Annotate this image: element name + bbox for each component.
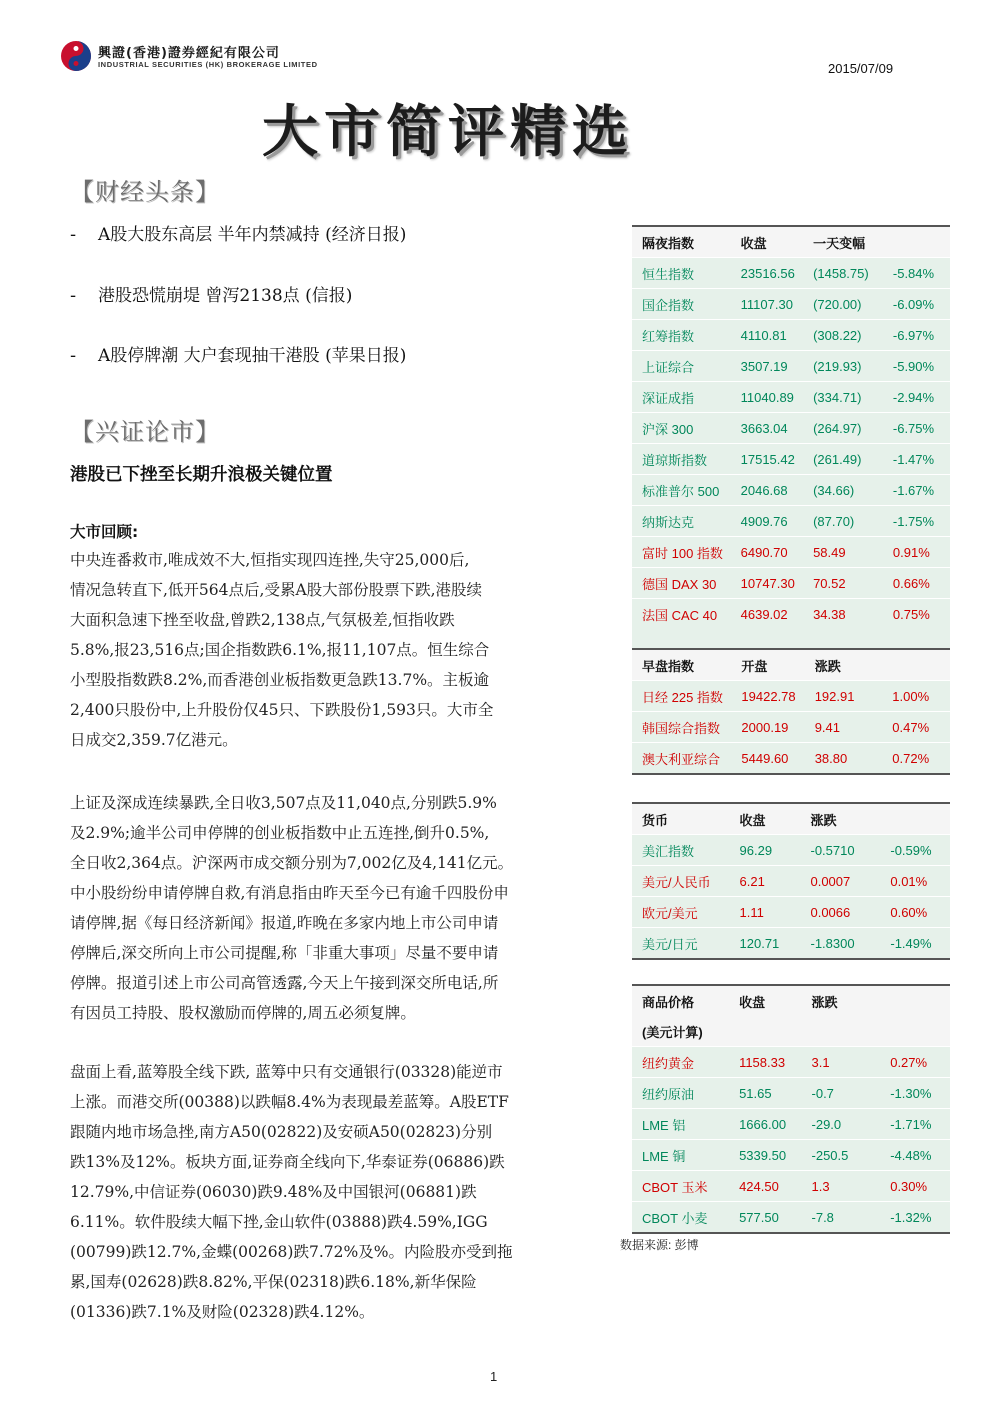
table-row (632, 351, 950, 382)
cell-pct: -6.75% (883, 413, 950, 444)
cell-close: 19422.78 (731, 681, 804, 712)
cell-pct: -6.97% (883, 320, 950, 351)
paragraph-line: 中小股纷纷申请停牌自救,有消息指由昨天至今已有逾千四股份申 (70, 884, 509, 902)
cell-name: 红筹指数 (632, 320, 731, 351)
paragraph-market-review (70, 545, 610, 755)
cell-pct: 1.00% (882, 681, 950, 712)
column-header: 隔夜指数 (632, 226, 731, 258)
cell-chg: (1458.75) (803, 258, 883, 289)
cell-pct: -1.32% (880, 1202, 950, 1234)
cell-name: 美元/人民币 (632, 866, 730, 897)
cell-name: 国企指数 (632, 289, 731, 320)
report-date: 2015/07/09 (828, 61, 894, 76)
column-header: 商品价格 (632, 985, 729, 1016)
column-header: 收盘 (729, 985, 801, 1016)
cell-close: 17515.42 (731, 444, 803, 475)
paragraph-line: 有因员工持股、股权激励而停牌的,周五必须复牌。 (70, 1004, 416, 1022)
cell-pct: 0.91% (883, 537, 950, 568)
data-source-note: 数据来源: 彭博 (620, 1238, 699, 1252)
cell-close: 3663.04 (731, 413, 803, 444)
bullet-dash: - (70, 346, 77, 366)
cell-chg: (87.70) (803, 506, 883, 537)
table-row (632, 835, 950, 866)
column-header: 货币 (632, 803, 730, 835)
cell-pct: -1.47% (883, 444, 950, 475)
cell-chg: (308.22) (803, 320, 883, 351)
cell-close: 1158.33 (729, 1047, 801, 1078)
cell-pct: 0.60% (880, 897, 950, 928)
cell-pct: -1.75% (883, 506, 950, 537)
cell-chg: -1.8300 (800, 928, 880, 960)
cell-close: 23516.56 (731, 258, 803, 289)
cell-close: 11040.89 (731, 382, 803, 413)
cell-close: 10747.30 (731, 568, 803, 599)
column-header (883, 226, 950, 258)
cell-chg: 58.49 (803, 537, 883, 568)
table-header-row (632, 649, 950, 681)
table-row (632, 1140, 950, 1171)
cell-name: LME 铜 (632, 1140, 729, 1171)
cell-name: 道琼斯指数 (632, 444, 731, 475)
headline-text: A股大股东高层 半年内禁减持 (经济日报) (98, 225, 407, 245)
cell-pct: -5.90% (883, 351, 950, 382)
column-header: 涨跌 (805, 649, 883, 681)
table-row (632, 1171, 950, 1202)
table-row (632, 1078, 950, 1109)
page-number: 1 (490, 1369, 498, 1384)
cell-name: 沪深 300 (632, 413, 731, 444)
headline-text: 港股恐慌崩堤 曾泻2138点 (信报) (98, 286, 353, 306)
cell-chg: (720.00) (803, 289, 883, 320)
bullet-dash: - (70, 225, 77, 245)
table-row (632, 413, 950, 444)
cell-chg: -0.7 (802, 1078, 881, 1109)
paragraph-line: 全日收2,364点。沪深两市成交额分别为7,002亿及4,141亿元。 (70, 854, 514, 872)
cell-name: 标准普尔 500 (632, 475, 731, 506)
table-row (632, 866, 950, 897)
company-name-cn: 興證(香港)證券經紀有限公司 (98, 46, 280, 61)
cell-pct: -1.49% (880, 928, 950, 960)
headline-item (70, 220, 406, 245)
cell-pct: 0.30% (880, 1171, 950, 1202)
section-title-commentary: 【兴证论市】 (70, 418, 220, 446)
article-title: 港股已下挫至长期升浪极关键位置 (70, 465, 333, 485)
cell-chg: 1.3 (802, 1171, 881, 1202)
table-row (632, 599, 950, 630)
paragraph-line: 跌13%及12%。板块方面,证券商全线向下,华泰证券(06886)跌 (70, 1153, 505, 1171)
paragraph-line: 跟随内地市场急挫,南方A50(02822)及安硕A50(02823)分别 (70, 1123, 493, 1141)
cell-chg: (334.71) (803, 382, 883, 413)
cell-name: 欧元/美元 (632, 897, 730, 928)
table-header-row (632, 985, 950, 1016)
section-title-news: 【财经头条】 (70, 178, 220, 206)
table-row (632, 568, 950, 599)
cell-close: 51.65 (729, 1078, 801, 1109)
column-header: 涨跌 (802, 985, 881, 1016)
cell-name: 上证综合 (632, 351, 731, 382)
paragraph-line: 情况急转直下,低开564点后,受累A股大部份股票下跌,港股续 (70, 581, 483, 599)
cell-chg: 70.52 (803, 568, 883, 599)
table-row (632, 506, 950, 537)
table-row (632, 475, 950, 506)
column-header (882, 649, 950, 681)
cell-name: 纽约原油 (632, 1078, 729, 1109)
cell-close: 5339.50 (729, 1140, 801, 1171)
cell-pct: 0.01% (880, 866, 950, 897)
cell-chg: 0.0007 (800, 866, 880, 897)
column-header: 一天变幅 (803, 226, 883, 258)
company-logo (60, 40, 92, 72)
column-header: 涨跌 (800, 803, 880, 835)
cell-name: 美汇指数 (632, 835, 730, 866)
table-row (632, 928, 950, 960)
cell-close: 4639.02 (731, 599, 803, 630)
cell-pct: -5.84% (883, 258, 950, 289)
cell-name: LME 铝 (632, 1109, 729, 1140)
paragraph-line: 小型股指数跌8.2%,而香港创业板指数更急跌13.7%。主板逾 (70, 671, 490, 689)
cell-chg: 3.1 (802, 1047, 881, 1078)
cell-close: 6.21 (730, 866, 801, 897)
table-row (632, 258, 950, 289)
paragraph-line: 上涨。而港交所(00388)以跌幅8.4%为表现最差蓝筹。A股ETF (70, 1093, 509, 1111)
table-row (632, 897, 950, 928)
paragraph-line: 停牌后,深交所向上市公司提醒,称「非重大事项」尽量不要申请 (70, 944, 499, 962)
cell-chg: 34.38 (803, 599, 883, 630)
table-header-row (632, 803, 950, 835)
cell-chg: -250.5 (802, 1140, 881, 1171)
cell-pct: -4.48% (880, 1140, 950, 1171)
overnight-index-table (632, 225, 950, 661)
cell-close: 3507.19 (731, 351, 803, 382)
table-row (632, 537, 950, 568)
paragraph-line: 2,400只股份中,上升股份仅45只、下跌股份1,593只。大市全 (70, 701, 494, 719)
cell-close: 120.71 (730, 928, 801, 960)
paragraph-line: 大面积急速下挫至收盘,曾跌2,138点,气氛极差,恒指收跌 (70, 611, 455, 629)
market-review-label: 大市回顾: (70, 523, 139, 541)
cell-chg: (219.93) (803, 351, 883, 382)
paragraph-line: 请停牌,据《每日经济新闻》报道,昨晚在多家内地上市公司申请 (70, 914, 499, 932)
column-header (880, 985, 950, 1016)
paragraph-line: 盘面上看,蓝筹股全线下跌, 蓝筹中只有交通银行(03328)能逆市 (70, 1063, 503, 1081)
paragraph-line: 12.79%,中信证券(06030)跌9.48%及中国银河(06881)跌 (70, 1183, 477, 1201)
cell-pct: -1.67% (883, 475, 950, 506)
paragraph-line: 中央连番救市,唯成效不大,恒指实现四连挫,失守25,000后, (70, 551, 470, 569)
table-row (632, 289, 950, 320)
headline-item (70, 281, 352, 306)
cell-close: 424.50 (729, 1171, 801, 1202)
table-row (632, 444, 950, 475)
cell-close: 577.50 (729, 1202, 801, 1234)
cell-pct: 0.72% (882, 743, 950, 775)
table-row (632, 1047, 950, 1078)
cell-close: 1666.00 (729, 1109, 801, 1140)
table-row (632, 1202, 950, 1234)
column-header (880, 803, 950, 835)
cell-pct: -0.59% (880, 835, 950, 866)
cell-name: 澳大利亚综合 (632, 743, 731, 775)
table-row (632, 320, 950, 351)
currency-table (632, 802, 950, 960)
commodity-table (632, 984, 950, 1234)
cell-chg: 9.41 (805, 712, 883, 743)
cell-pct: 0.75% (883, 599, 950, 630)
cell-close: 2046.68 (731, 475, 803, 506)
headline-text: A股停牌潮 大户套现抽干港股 (苹果日报) (98, 346, 407, 366)
column-header: 早盘指数 (632, 649, 731, 681)
table-row (632, 712, 950, 743)
cell-chg: 0.0066 (800, 897, 880, 928)
cell-chg: (261.49) (803, 444, 883, 475)
paragraph-line: 上证及深成连续暴跌,全日收3,507点及11,040点,分别跌5.9% (70, 794, 497, 812)
cell-name: 日经 225 指数 (632, 681, 731, 712)
table-row (632, 681, 950, 712)
paragraph-line: 日成交2,359.7亿港元。 (70, 731, 238, 749)
cell-name: 韩国综合指数 (632, 712, 731, 743)
cell-name: 深证成指 (632, 382, 731, 413)
column-header: 收盘 (730, 803, 801, 835)
cell-name: 美元/日元 (632, 928, 730, 960)
table-row (632, 1109, 950, 1140)
cell-close: 4110.81 (731, 320, 803, 351)
table-row (632, 743, 950, 775)
column-header: 收盘 (731, 226, 803, 258)
headline-item (70, 341, 406, 366)
cell-pct: 0.27% (880, 1047, 950, 1078)
cell-name: 德国 DAX 30 (632, 568, 731, 599)
cell-name: 法国 CAC 40 (632, 599, 731, 630)
cell-close: 11107.30 (731, 289, 803, 320)
morning-index-table (632, 648, 950, 775)
table-header-row (632, 226, 950, 258)
paragraph-line: (01336)跌7.1%及财险(02328)跌4.12%。 (70, 1303, 375, 1321)
cell-pct: 0.47% (882, 712, 950, 743)
table-subheader-row (632, 1016, 950, 1047)
paragraph-line: (00799)跌12.7%,金蝶(00268)跌7.72%及%。内险股亦受到拖 (70, 1243, 513, 1261)
cell-name: CBOT 小麦 (632, 1202, 729, 1234)
column-header: 开盘 (731, 649, 804, 681)
cell-pct: -2.94% (883, 382, 950, 413)
cell-pct: -1.71% (880, 1109, 950, 1140)
page-title: 大市简评精选 (262, 100, 634, 165)
paragraph-sectors (70, 1057, 610, 1327)
cell-chg: (34.66) (803, 475, 883, 506)
column-subheader: (美元计算) (632, 1016, 950, 1047)
cell-close: 1.11 (730, 897, 801, 928)
cell-name: 纳斯达克 (632, 506, 731, 537)
table-row (632, 382, 950, 413)
cell-chg: -7.8 (802, 1202, 881, 1234)
cell-chg: 192.91 (805, 681, 883, 712)
cell-pct: -1.30% (880, 1078, 950, 1109)
cell-close: 4909.76 (731, 506, 803, 537)
cell-name: 恒生指数 (632, 258, 731, 289)
cell-chg: (264.97) (803, 413, 883, 444)
cell-close: 96.29 (730, 835, 801, 866)
cell-chg: -0.5710 (800, 835, 880, 866)
cell-chg: 38.80 (805, 743, 883, 775)
cell-pct: 0.66% (883, 568, 950, 599)
bullet-dash: - (70, 286, 77, 306)
cell-close: 6490.70 (731, 537, 803, 568)
paragraph-line: 6.11%。软件股续大幅下挫,金山软件(03888)跌4.59%,IGG (70, 1213, 488, 1231)
paragraph-line: 累,国寿(02628)跌8.82%,平保(02318)跌6.18%,新华保险 (70, 1273, 477, 1291)
paragraph-line: 5.8%,报23,516点;国企指数跌6.1%,报11,107点。恒生综合 (70, 641, 490, 659)
cell-name: 纽约黄金 (632, 1047, 729, 1078)
paragraph-a-shares (70, 788, 610, 1028)
paragraph-line: 停牌。报道引述上市公司高管透露,今天上午接到深交所电话,所 (70, 974, 499, 992)
cell-chg: -29.0 (802, 1109, 881, 1140)
cell-close: 2000.19 (731, 712, 804, 743)
cell-name: CBOT 玉米 (632, 1171, 729, 1202)
cell-close: 5449.60 (731, 743, 804, 775)
cell-pct: -6.09% (883, 289, 950, 320)
company-name-en: INDUSTRIAL SECURITIES (HK) BROKERAGE LIMITED (98, 60, 318, 69)
paragraph-line: 及2.9%;逾半公司申停牌的创业板指数中止五连挫,倒升0.5%, (70, 824, 490, 842)
cell-name: 富时 100 指数 (632, 537, 731, 568)
